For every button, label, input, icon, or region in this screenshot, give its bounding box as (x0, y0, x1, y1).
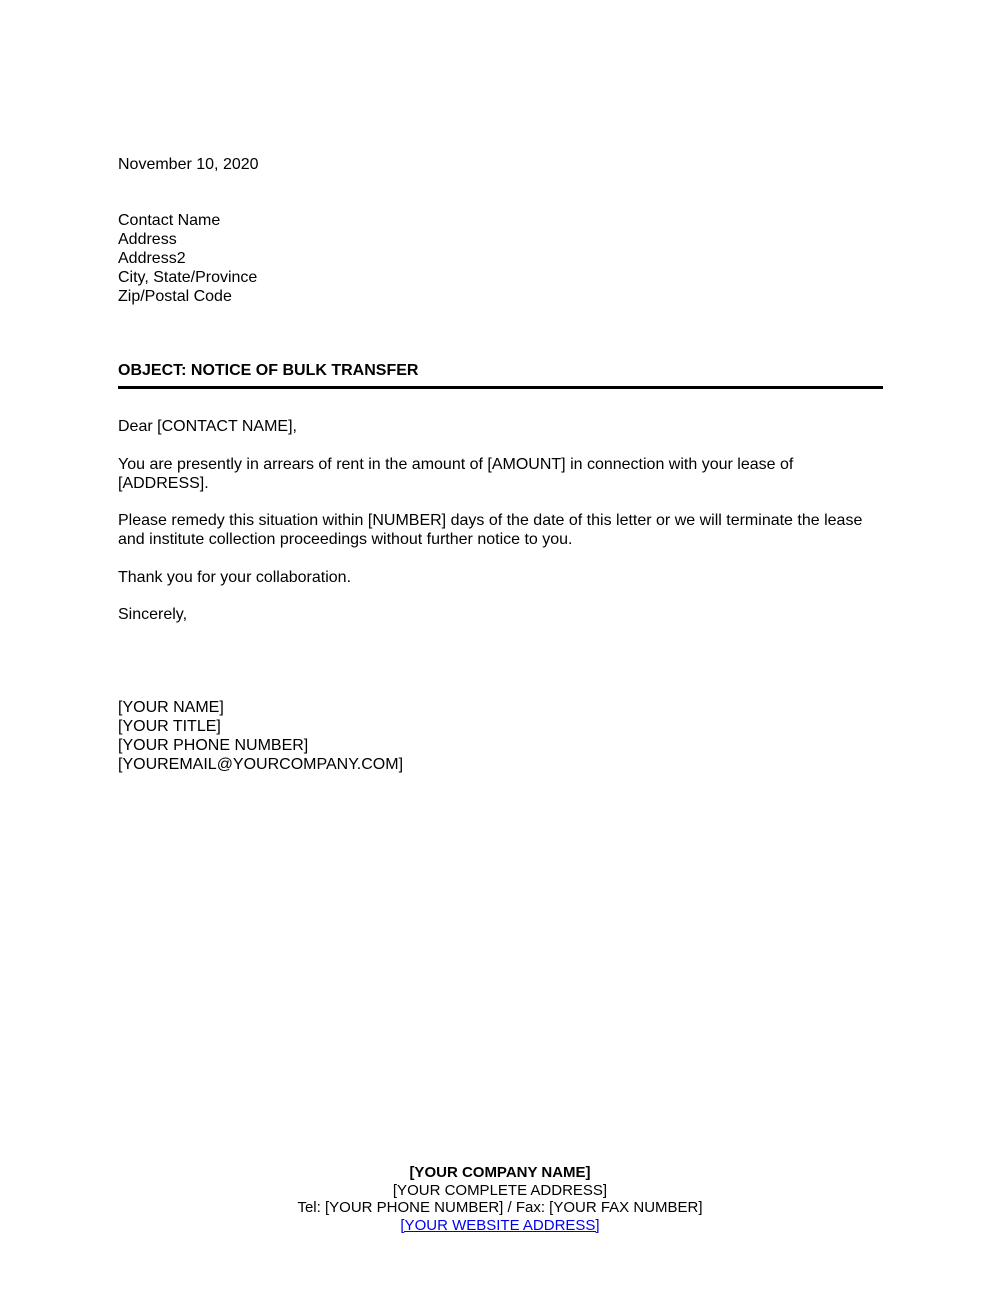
paragraph-2-line-1: Please remedy this situation within [NUMBER] days of the date of this letter or we will terminate the lease (118, 512, 863, 529)
signature-phone: [YOUR PHONE NUMBER] (118, 737, 309, 754)
footer-contact: Tel: [YOUR PHONE NUMBER] / Fax: [YOUR FAX NUMBER] (297, 1199, 703, 1216)
signature-name: [YOUR NAME] (118, 699, 224, 716)
footer-website-link[interactable]: [YOUR WEBSITE ADDRESS] (400, 1216, 600, 1234)
signature-title: [YOUR TITLE] (118, 718, 221, 735)
paragraph-1-line-2: [ADDRESS]. (118, 475, 209, 492)
footer-address: [YOUR COMPLETE ADDRESS] (392, 1181, 608, 1199)
paragraph-2-line-2: and institute collection proceedings without further notice to you. (118, 531, 573, 548)
signature-block (118, 698, 403, 774)
page-footer (0, 1164, 1000, 1234)
recipient-address: Address (118, 231, 177, 248)
footer-company-name: [YOUR COMPANY NAME] (409, 1164, 591, 1181)
thanks-line: Thank you for your collaboration. (118, 569, 352, 586)
subject-divider (118, 386, 883, 389)
recipient-city-state: City, State/Province (118, 269, 258, 286)
recipient-contact-name: Contact Name (118, 212, 221, 229)
recipient-zip: Zip/Postal Code (118, 288, 232, 305)
paragraph-1-line-1: You are presently in arrears of rent in the amount of [AMOUNT] in connection with your lease of (118, 456, 794, 473)
recipient-address2: Address2 (118, 250, 186, 267)
signature-email: [YOUREMAIL@YOURCOMPANY.COM] (118, 756, 404, 773)
body-paragraph-2 (118, 511, 862, 549)
letter-subject: OBJECT: NOTICE OF BULK TRANSFER (118, 362, 419, 379)
recipient-block (118, 211, 257, 306)
body-paragraph-1 (118, 455, 793, 493)
letter-closing: Sincerely, (118, 606, 188, 623)
letter-date: November 10, 2020 (118, 156, 259, 173)
letter-salutation: Dear [CONTACT NAME], (118, 418, 297, 435)
